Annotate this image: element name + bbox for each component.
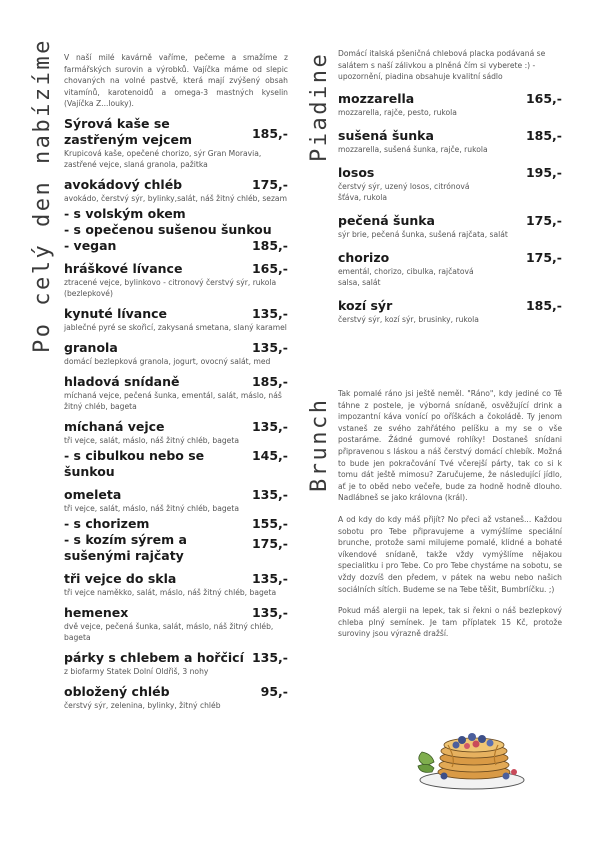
item-description: čerstvý sýr, zelenina, bylinky, žitný chléb [64, 700, 221, 710]
item-description: avokádo, čerstvý sýr, bylinky,salát, náš žitný chléb, sezam [64, 193, 287, 203]
item-price: 185,- [251, 373, 288, 389]
item-price: 175,- [525, 212, 562, 228]
item-description: mozzarella, sušená šunka, rajče, rukola [338, 144, 488, 154]
item-name: pečená šunka [338, 212, 435, 228]
item-name: obložený chléb [64, 683, 170, 699]
item-description: míchaná vejce, pečená šunka, ementál, salát, máslo, náš žitný chléb, bageta [64, 390, 282, 411]
menu-item [64, 374, 288, 412]
item-name: avokádový chléb [64, 176, 183, 192]
item-price: 185,- [251, 125, 288, 141]
brunch-paragraph-3: Pokud máš alergii na lepek, tak si řekni o náš bezlepkový chleba plný semínek. Je tam příplatek 15 Kč, protože suroviny jsou výrazně dražší. [338, 606, 562, 639]
item-name: hráškové lívance [64, 260, 183, 276]
menu-variant [64, 238, 288, 254]
menu-item [64, 487, 288, 514]
variant-name: - s chorizem [64, 515, 150, 531]
variant-price: 185,- [251, 237, 288, 253]
menu-item [338, 128, 562, 155]
brunch-section [338, 388, 562, 650]
menu-variant [64, 206, 288, 222]
item-price: 135,- [251, 418, 288, 434]
menu-variant [64, 448, 288, 480]
item-price: 165,- [251, 260, 288, 276]
menu-item [64, 419, 288, 446]
item-description: domácí bezlepková granola, jogurt, ovocný salát, med [64, 356, 271, 366]
item-name: sušená šunka [338, 127, 434, 143]
item-name: mozzarella [338, 90, 415, 106]
menu-item [64, 261, 288, 299]
item-description: ementál, chorizo, cibulka, rajčatová salsa, salát [338, 266, 474, 287]
item-name: kozí sýr [338, 297, 393, 313]
item-name: chorizo [338, 249, 390, 265]
item-description: ztracené vejce, bylinkovo - citronový čerstvý sýr, rukola (bezlepkové) [64, 277, 277, 298]
item-name: hemenex [64, 604, 129, 620]
section-title-brunch: Brunch [307, 397, 332, 492]
item-description: z biofarmy Statek Dolní Oldřiš, 3 nohy [64, 666, 209, 676]
menu-item [338, 250, 562, 288]
section-title-all-day: Po celý den nabízíme [30, 38, 55, 353]
all-day-intro: V naší milé kavárně vaříme, pečeme a smažíme z farmářských surovin a výrobků. Vajíčka máme od slepic chovaných na volné pastvě, která mají zvýšený obsah vitamínů, karotenoidů a omega-3 mastných kyselin (Vajíčka Z...louky). [64, 53, 288, 109]
item-price: 195,- [525, 164, 562, 180]
pancake-illustration [410, 718, 534, 792]
item-price: 135,- [251, 339, 288, 355]
item-name: omeleta [64, 486, 122, 502]
menu-item [64, 684, 288, 711]
menu-variant [64, 532, 288, 564]
item-price: 185,- [525, 297, 562, 313]
item-price: 175,- [525, 249, 562, 265]
item-name: granola [64, 339, 118, 355]
menu-item [338, 298, 562, 325]
variant-name: - s opečenou sušenou šunkou [64, 221, 272, 237]
item-description: tři vejce, salát, máslo, náš žitný chléb, bageta [64, 435, 239, 445]
item-name: míchaná vejce [64, 418, 165, 434]
variant-price: 175,- [251, 535, 288, 551]
menu-item [64, 340, 288, 367]
menu-item [64, 306, 288, 333]
all-day-menu [64, 52, 288, 718]
variant-price: 145,- [251, 447, 288, 463]
menu-item [338, 91, 562, 118]
item-name: Sýrová kaše se zastřeným vejcem [64, 115, 193, 147]
brunch-paragraph-1: Tak pomalé ráno jsi ještě neměl. "Ráno", kdy jediné co Tě táhne z postele, je výborná snídaně, osvěžující drink a impozantní káva vonící po oříškách a čokoládě. Ty jenom vstaneš ze svého zahřátého pelíšku a my se o vše postaráme. Žádné gumové rohlíky! Dostaneš snídani připravenou s láskou a náš čerstvý domácí chlebík. Možná to bude jen pokračování Tvé včerejší párty, tak co si k tomu dát ještě mimosu? Zaručujeme, že následující jídlo, ať je to oběd nebo večeře, bude za hodně hodně dlouho. Nadlábneš se jako královna (král). [338, 389, 562, 503]
variant-name: - s volským okem [64, 205, 186, 221]
item-price: 95,- [260, 683, 288, 699]
variant-name: - vegan [64, 237, 117, 253]
item-name: hladová snídaně [64, 373, 180, 389]
item-description: jablečné pyré se skořicí, zakysaná smetana, slaný karamel [64, 322, 287, 332]
brunch-paragraph-2: A od kdy do kdy máš přijít? No přeci až vstaneš... Každou sobotu pro Tebe připravujeme a vymýšlíme speciální brunche, protože sami milujeme pomalé, klidné a bohaté víkendové snídaně, takže vždy vymýšlíme nějakou specialitku i pro Tebe. Co pro Tebe chystáme na sobotu, se vždy dozvíš den předem, v pátek na webu nebo našich sociálních sítích. Budeme se na Tebe těšit, Bumbrlíčku. ;) [338, 514, 562, 594]
menu-item [338, 213, 562, 240]
item-name: kynuté lívance [64, 305, 168, 321]
item-name: losos [338, 164, 375, 180]
menu-item [64, 571, 288, 598]
item-price: 185,- [525, 127, 562, 143]
variant-price: 155,- [251, 515, 288, 531]
menu-item [64, 177, 288, 204]
menu-item [338, 165, 562, 203]
item-description: čerstvý sýr, uzený losos, citrónová šťáva, rukola [338, 181, 470, 202]
item-description: mozzarella, rajče, pesto, rukola [338, 107, 457, 117]
item-description: Krupicová kaše, opečené chorizo, sýr Gran Moravia, zastřené vejce, slaná granola, pažitka [64, 148, 262, 169]
piadine-intro: Domácí italská pšeničná chlebová placka podávaná se salátem s naší zálivkou a plněná čím si vyberete :) -upozornění, piadina obsahuje kvalitní sádlo [338, 49, 546, 82]
item-price: 135,- [251, 604, 288, 620]
item-description: tři vejce, salát, máslo, náš žitný chléb, bageta [64, 503, 239, 513]
item-name: párky s chlebem a hořčicí [64, 649, 244, 665]
item-description: dvě vejce, pečená šunka, salát, máslo, náš žitný chléb, bageta [64, 621, 274, 642]
item-description: sýr brie, pečená šunka, sušená rajčata, salát [338, 229, 508, 239]
item-price: 135,- [251, 649, 288, 665]
menu-variant [64, 222, 288, 238]
item-name: tři vejce do skla [64, 570, 177, 586]
item-description: čerstvý sýr, kozí sýr, brusinky, rukola [338, 314, 479, 324]
item-price: 135,- [251, 570, 288, 586]
menu-variant [64, 516, 288, 532]
section-title-piadine: Piadine [307, 51, 332, 162]
variant-name: - s cibulkou nebo se šunkou [64, 447, 205, 479]
item-price: 135,- [251, 486, 288, 502]
piadine-menu [338, 48, 562, 335]
item-description: tři vejce naměkko, salát, máslo, náš žitný chléb, bageta [64, 587, 277, 597]
variant-name: - s kozím sýrem a sušenými rajčaty [64, 531, 187, 563]
menu-item [64, 605, 288, 643]
menu-item [64, 650, 288, 677]
item-price: 135,- [251, 305, 288, 321]
menu-item [64, 116, 288, 170]
item-price: 175,- [251, 176, 288, 192]
item-price: 165,- [525, 90, 562, 106]
